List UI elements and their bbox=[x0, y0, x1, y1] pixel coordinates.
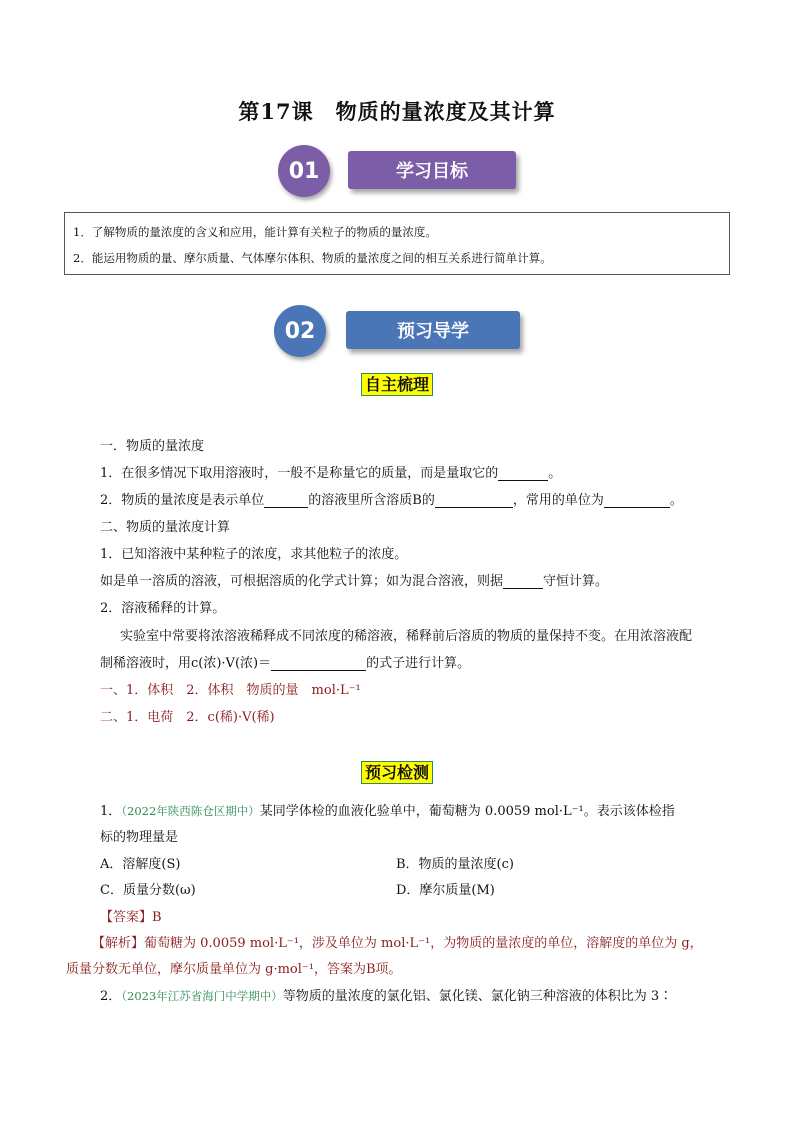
question-2: 2．（2023年江苏省海门中学期中）等物质的量浓度的氯化铝、氯化镁、氯化钠三种溶液的体积比为 3∶ bbox=[100, 989, 673, 1004]
outline-heading: 一．物质的量浓度 bbox=[100, 439, 205, 454]
badge-number: 02 bbox=[274, 305, 326, 357]
answer: 【答案】B bbox=[100, 910, 162, 925]
badge-number: 01 bbox=[278, 145, 330, 197]
badge-label: 预习导学 bbox=[346, 311, 520, 349]
outline-heading: 二、物质的量浓度计算 bbox=[100, 520, 231, 535]
analysis: 【解析】葡萄糖为 0.0059 mol·L⁻¹，涉及单位为 mol·L⁻¹，为物质的量浓度的单位，溶解度的单位为 g， bbox=[92, 936, 703, 951]
subsection-heading bbox=[0, 372, 794, 395]
section-badge-preview bbox=[274, 305, 524, 357]
outline-line: 2．物质的量浓度是表示单位 的溶液里所含溶质B的 ，常用的单位为 。 bbox=[100, 493, 683, 508]
outline-line: 2．溶液稀释的计算。 bbox=[100, 601, 226, 616]
option-a: A．溶解度(S) bbox=[100, 857, 181, 872]
answer-line: 一、1．体积 2．体积 物质的量 mol·L⁻¹ bbox=[100, 683, 361, 698]
objectives-box bbox=[64, 212, 730, 275]
outline-line: 1．已知溶液中某种粒子的浓度，求其他粒子的浓度。 bbox=[100, 547, 408, 562]
outline-line: 如是单一溶质的溶液，可根据溶质的化学式计算；如为混合溶液，则据 守恒计算。 bbox=[100, 574, 609, 589]
option-b: B．物质的量浓度(c) bbox=[396, 857, 514, 872]
question-source: （2023年江苏省海门中学期中） bbox=[121, 989, 283, 1003]
subsection-heading bbox=[0, 760, 794, 783]
section-label-preview-check: 预习检测 bbox=[361, 761, 433, 784]
question-source: （2022年陕西陈仓区期中） bbox=[121, 804, 260, 818]
objective-item: 1．了解物质的量浓度的含义和应用，能计算有关粒子的物质的量浓度。 bbox=[73, 225, 437, 239]
badge-label: 学习目标 bbox=[348, 151, 516, 189]
outline-line: 实验室中常要将浓溶液稀释成不同浓度的稀溶液，稀释前后溶质的物质的量保持不变。在用浓溶液配 bbox=[120, 629, 693, 644]
question-1: 1．（2022年陕西陈仓区期中）某同学体检的血液化验单中，葡萄糖为 0.0059 mol·L⁻¹。表示该体检指 bbox=[100, 804, 675, 819]
page-title: 第17课 物质的量浓度及其计算 bbox=[238, 99, 556, 124]
analysis-cont: 质量分数无单位，摩尔质量单位为 g·mol⁻¹，答案为B项。 bbox=[66, 962, 402, 977]
question-1-cont: 标的物理量是 bbox=[100, 830, 179, 845]
option-c: C．质量分数(ω) bbox=[100, 883, 196, 898]
outline-line: 1．在很多情况下取用溶液时，一般不是称量它的质量，而是量取它的 。 bbox=[100, 466, 562, 481]
section-label-self-study: 自主梳理 bbox=[361, 373, 433, 396]
option-d: D．摩尔质量(M) bbox=[396, 883, 495, 898]
answer-line: 二、1．电荷 2．c(稀)·V(稀) bbox=[100, 710, 275, 725]
section-badge-objectives bbox=[278, 145, 523, 197]
objective-item: 2．能运用物质的量、摩尔质量、气体摩尔体积、物质的量浓度之间的相互关系进行简单计算。 bbox=[73, 251, 552, 265]
outline-line: 制稀溶液时，用c(浓)·V(浓)＝ 的式子进行计算。 bbox=[100, 656, 471, 671]
